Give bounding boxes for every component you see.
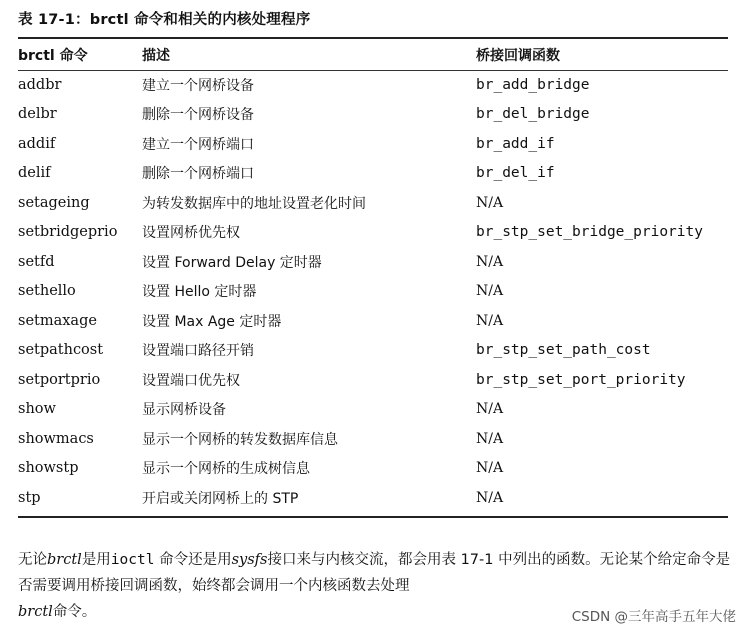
cell-function: br_del_bridge bbox=[476, 106, 590, 123]
cell-command: addbr bbox=[18, 76, 62, 93]
cell-function: br_add_bridge bbox=[476, 76, 590, 93]
cell-command: delif bbox=[18, 165, 51, 182]
cell-function: br_stp_set_path_cost bbox=[476, 342, 651, 359]
cell-command: showstp bbox=[18, 460, 79, 477]
cell-description: 为转发数据库中的地址设置老化时间 bbox=[142, 195, 366, 212]
cell-command: setfd bbox=[18, 253, 55, 270]
cell-command: showmacs bbox=[18, 430, 94, 447]
para-text: 命令还是用 bbox=[154, 552, 232, 568]
para-brctl: brctl bbox=[18, 604, 53, 620]
cell-command: setportprio bbox=[18, 371, 101, 388]
para-brctl: brctl bbox=[47, 552, 82, 568]
cell-description: 设置 Hello 定时器 bbox=[142, 284, 257, 301]
header-description: 描述 bbox=[142, 48, 170, 64]
table-row bbox=[18, 247, 726, 277]
cell-description: 建立一个网桥设备 bbox=[142, 77, 254, 94]
table-row bbox=[18, 483, 726, 513]
cell-command: setmaxage bbox=[18, 312, 97, 329]
cell-function: N/A bbox=[476, 430, 504, 447]
cell-command: delbr bbox=[18, 106, 57, 123]
para-text: 无论 bbox=[18, 552, 47, 568]
table-top-rule bbox=[18, 37, 728, 39]
cell-function: N/A bbox=[476, 283, 504, 300]
table-row bbox=[18, 395, 726, 425]
cell-function: N/A bbox=[476, 460, 504, 477]
cell-description: 建立一个网桥端口 bbox=[142, 136, 254, 153]
table-bottom-rule bbox=[18, 516, 728, 518]
table-row bbox=[18, 454, 726, 484]
table-caption: 表 17-1：brctl 命令和相关的内核处理程序 bbox=[18, 12, 311, 28]
cell-description: 删除一个网桥设备 bbox=[142, 107, 254, 124]
para-text: 命令。 bbox=[52, 604, 97, 620]
cell-description: 设置端口优先权 bbox=[142, 372, 240, 389]
para-sysfs: sysfs bbox=[231, 552, 268, 568]
cell-description: 开启或关闭网桥上的 STP bbox=[142, 490, 299, 507]
cell-function: N/A bbox=[476, 401, 504, 418]
cell-description: 设置端口路径开销 bbox=[142, 343, 254, 360]
header-callback: 桥接回调函数 bbox=[476, 48, 560, 64]
cell-description: 显示一个网桥的转发数据库信息 bbox=[142, 431, 338, 448]
cell-command: show bbox=[18, 401, 56, 418]
para-text: 接口来与内核交流，都会用表 17-1 中列出的函数。无论某个给定命令是否需要调用桥接回调函数，始终都会调用一个内核函数去处理 bbox=[18, 552, 731, 594]
command-table bbox=[18, 40, 726, 513]
cell-function: br_add_if bbox=[476, 135, 555, 152]
table-row bbox=[18, 336, 726, 366]
para-text: 是用 bbox=[81, 552, 111, 568]
cell-description: 设置 Max Age 定时器 bbox=[142, 313, 282, 330]
cell-command: stp bbox=[18, 489, 41, 506]
para-ioctl: ioctl bbox=[110, 552, 155, 568]
table-row bbox=[18, 424, 726, 454]
cell-description: 删除一个网桥端口 bbox=[142, 166, 254, 183]
table-row bbox=[18, 188, 726, 218]
cell-function: br_stp_set_bridge_priority bbox=[476, 224, 703, 241]
cell-description: 显示一个网桥的生成树信息 bbox=[142, 461, 310, 478]
table-row bbox=[18, 70, 726, 100]
table-row bbox=[18, 159, 726, 189]
table-row bbox=[18, 129, 726, 159]
cell-function: br_del_if bbox=[476, 165, 555, 182]
cell-function: br_stp_set_port_priority bbox=[476, 371, 686, 388]
table-row bbox=[18, 218, 726, 248]
cell-command: sethello bbox=[18, 283, 76, 300]
table-row bbox=[18, 306, 726, 336]
cell-function: N/A bbox=[476, 253, 504, 270]
table-row bbox=[18, 365, 726, 395]
cell-function: N/A bbox=[476, 194, 504, 211]
cell-function: N/A bbox=[476, 489, 504, 506]
cell-description: 设置 Forward Delay 定时器 bbox=[142, 254, 322, 271]
header-command: brctl 命令 bbox=[18, 48, 88, 64]
table-row bbox=[18, 277, 726, 307]
cell-command: addif bbox=[18, 135, 56, 152]
watermark: CSDN @三年高手五年大佬 bbox=[571, 609, 736, 625]
cell-description: 设置网桥优先权 bbox=[142, 225, 240, 242]
cell-command: setageing bbox=[18, 194, 90, 211]
table-row bbox=[18, 100, 726, 130]
cell-function: N/A bbox=[476, 312, 504, 329]
table-header-row bbox=[18, 40, 726, 70]
cell-command: setpathcost bbox=[18, 342, 104, 359]
cell-command: setbridgeprio bbox=[18, 224, 118, 241]
cell-description: 显示网桥设备 bbox=[142, 402, 226, 419]
